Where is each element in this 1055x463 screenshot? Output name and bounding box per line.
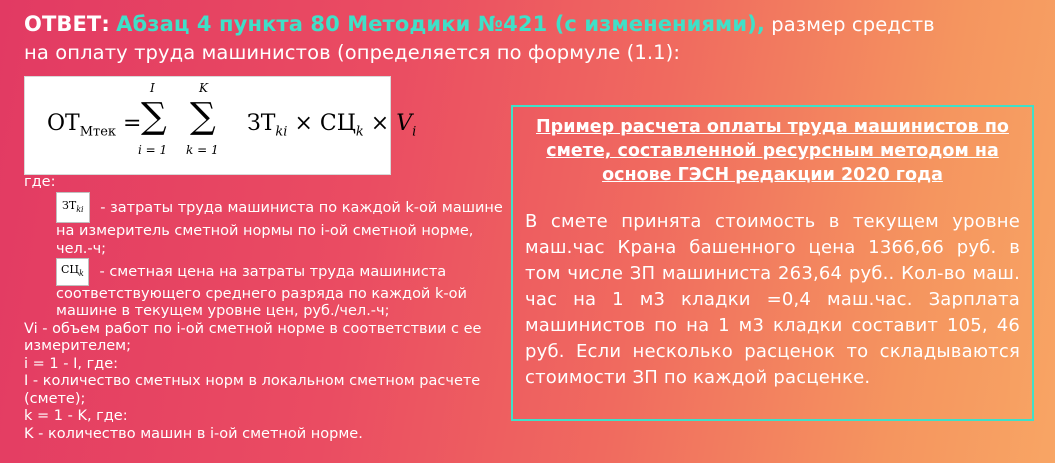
example-body: В смете принята стоимость в текущем уровне маш.час Крана башенного цена 1366,66 руб. в том числе ЗП машиниста 263,64 руб.. Кол-во маш. час на 1 м3 кладки =0,4 маш.час. Зарплата машинистов по на 1 м3 кладки составит 105, 46 руб. Если несколько расценок то складываются стоимости ЗП по каждой расценке. xyxy=(525,211,1020,388)
formula-lhs-sub: Мтек xyxy=(79,124,117,140)
sigma2-upper: K xyxy=(199,81,208,95)
sigma2-lower: k = 1 xyxy=(186,143,219,157)
formula-term-zt-sub: ki xyxy=(275,124,288,140)
legend-def-i-count: I - количество сметных норм в локальном сметном расчете (смете); xyxy=(24,373,481,407)
formula-times-2: × xyxy=(370,111,390,136)
formula-times-1: × xyxy=(294,111,313,136)
symbol-sc-sub: k xyxy=(79,269,84,279)
example-title: Пример расчета оплаты труда машинистов по смете, составленной ресурсным методом на основе ГЭСН редакции 2020 года xyxy=(536,117,1009,185)
formula-term-v: V xyxy=(396,111,413,136)
formula-legend xyxy=(24,174,504,443)
formula-term-sc: СЦ xyxy=(319,111,356,136)
answer-header xyxy=(24,10,1034,67)
formula-term-zt: ЗТ xyxy=(247,111,276,136)
sigma2-symbol: ∑ xyxy=(190,96,216,137)
legend-def-sc: - сметная цена на затраты труда машиниста соответствующего среднего разряда по каждой k-ой машине в текущем уровне цен, руб./чел.-ч; xyxy=(56,264,467,320)
regulation-reference: Абзац 4 пункта 80 Методики №421 (с изменениями), xyxy=(116,12,765,36)
legend-def-i-range: i = 1 - I, где: xyxy=(24,355,119,372)
header-text-line1: размер средств xyxy=(764,13,935,36)
symbol-zt-main: ЗТ xyxy=(62,198,77,212)
answer-label: ОТВЕТ: xyxy=(24,12,110,36)
sigma1-symbol: ∑ xyxy=(141,96,167,137)
legend-item-sc xyxy=(24,258,504,321)
formula-rhs xyxy=(247,111,416,139)
formula-term-v-sub: i xyxy=(412,124,417,140)
symbol-sc-main: СЦ xyxy=(61,263,80,277)
formula-lhs xyxy=(47,111,141,139)
header-text-line2: на оплату труда машинистов (определяется по формуле (1.1): xyxy=(24,41,681,64)
symbol-zt-image xyxy=(56,192,90,224)
example-panel xyxy=(511,105,1034,421)
legend-def-zt: - затраты труда машиниста по каждой k-ой машине на измеритель сметной нормы по i-ой сметной норме, чел.-ч; xyxy=(56,199,503,257)
symbol-zt-sub: ki xyxy=(76,204,84,214)
sigma1-lower: i = 1 xyxy=(138,143,168,157)
formula-equals: = xyxy=(123,111,142,136)
formula-lhs-main: ОТ xyxy=(47,111,80,136)
formula-term-sc-sub: k xyxy=(355,124,364,140)
legend-def-v: Vi - объем работ по i-ой сметной норме в соответствии с ее измерителем; xyxy=(24,320,482,355)
sigma1-upper: I xyxy=(150,81,155,95)
formula-image xyxy=(24,76,417,175)
legend-def-k-range: k = 1 - K, где: xyxy=(24,408,128,425)
legend-intro: где: xyxy=(24,174,56,190)
legend-def-k-count: K - количество машин в i-ой сметной норме. xyxy=(24,425,363,442)
symbol-sc-image xyxy=(56,258,89,286)
legend-item-zt xyxy=(24,192,504,259)
